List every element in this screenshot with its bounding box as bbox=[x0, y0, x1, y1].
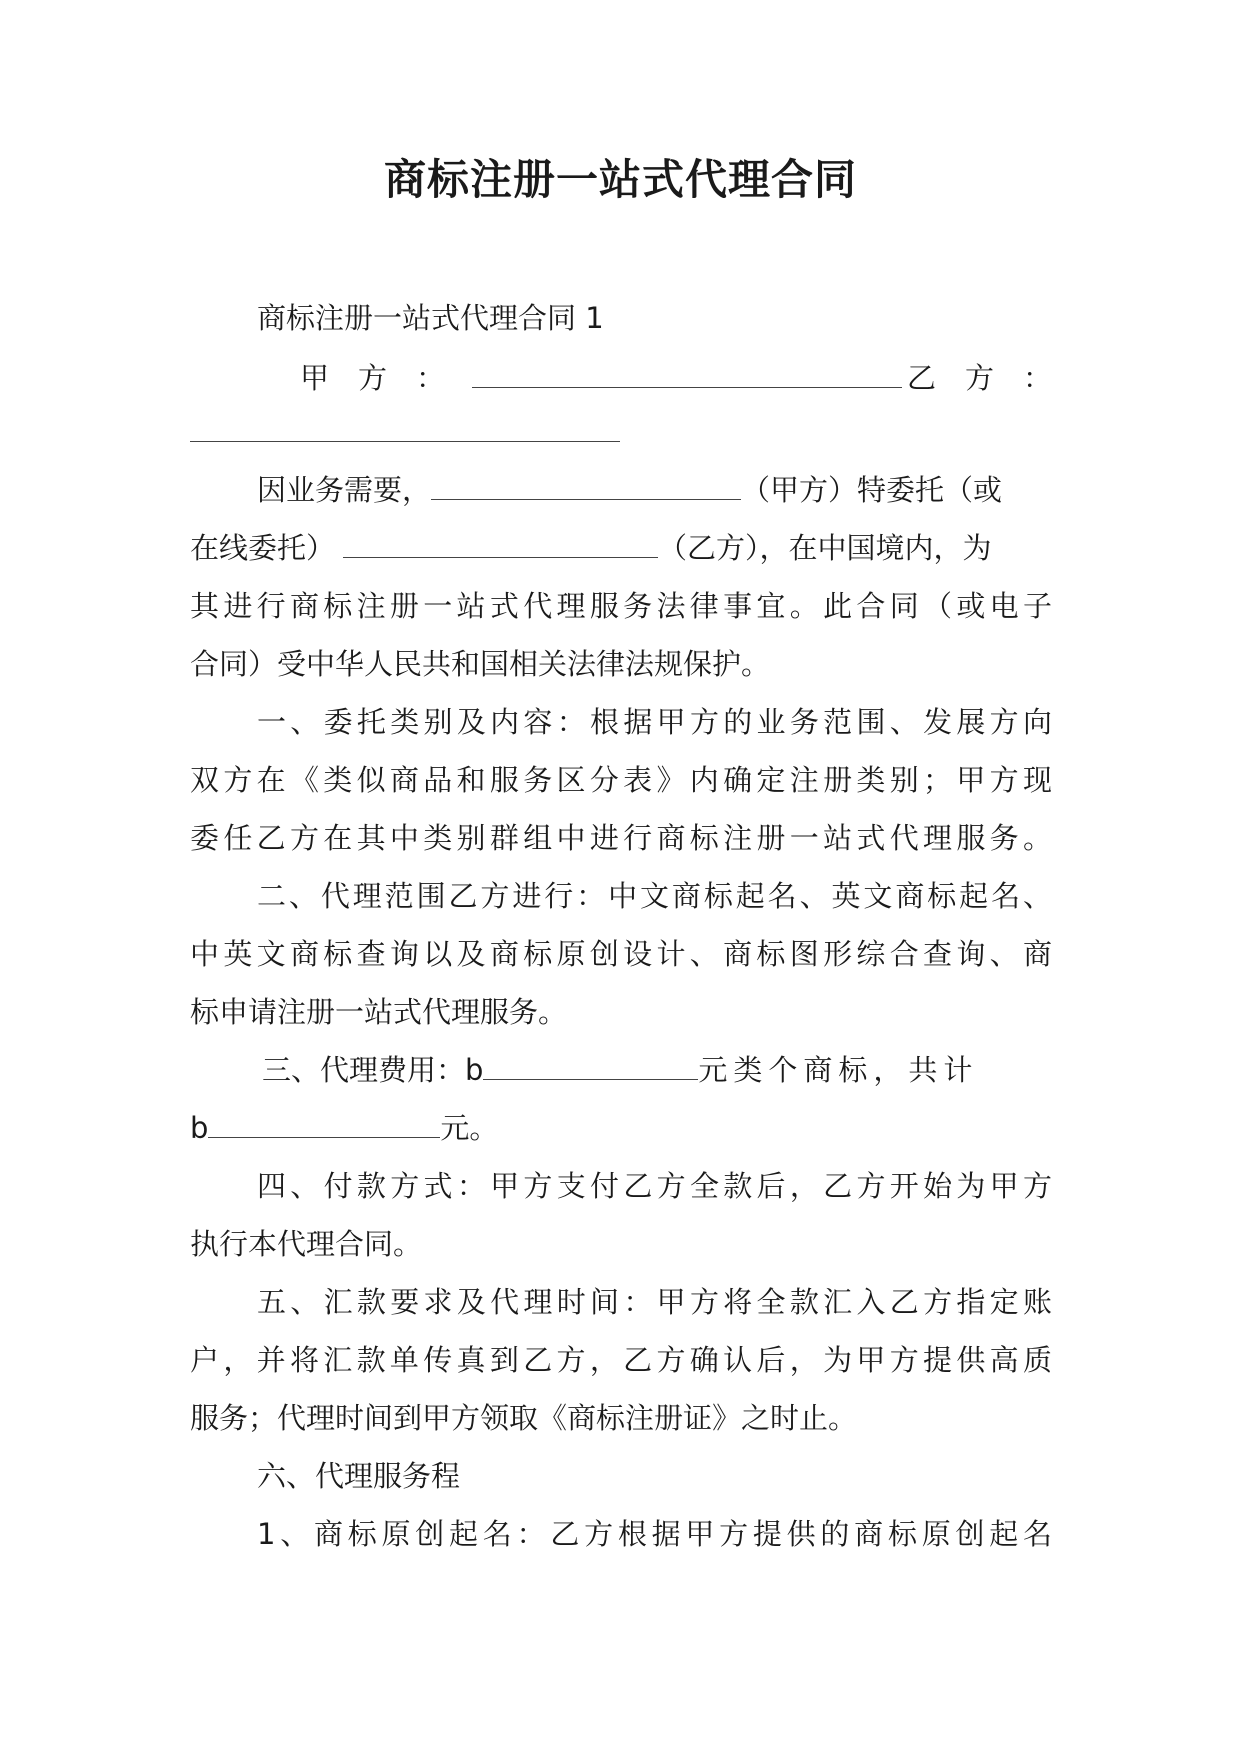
section-2-line-1: 二、代理范围乙方进行：中文商标起名、英文商标起名、 bbox=[257, 879, 1052, 913]
text-fragment: 元类个商标，共计 bbox=[698, 1053, 979, 1087]
section-5-line-3: 服务；代理时间到甲方领取《商标注册证》之时止。 bbox=[190, 1401, 858, 1435]
para-1-line-3: 其进行商标注册一站式代理服务法律事宜。此合同（或电子 bbox=[190, 589, 1052, 623]
section-1-line-1: 一、委托类别及内容：根据甲方的业务范围、发展方向 bbox=[257, 705, 1052, 739]
party-line bbox=[300, 358, 1052, 398]
party-a-label: 甲 方 ： bbox=[300, 361, 446, 395]
para-1-line-1 bbox=[257, 470, 1052, 510]
para-1-line-4: 合同）受中华人民共和国相关法律法规保护。 bbox=[190, 647, 771, 681]
text-fragment: b bbox=[190, 1111, 209, 1145]
section-1-line-3: 委任乙方在其中类别群组中进行商标注册一站式代理服务。 bbox=[190, 821, 1052, 855]
text-fragment: 因业务需要， bbox=[257, 473, 432, 507]
section-4-line-2: 执行本代理合同。 bbox=[190, 1227, 423, 1261]
section-5-line-2: 户，并将汇款单传真到乙方，乙方确认后，为甲方提供高质 bbox=[190, 1343, 1052, 1377]
contract-subtitle: 商标注册一站式代理合同 1 bbox=[257, 301, 604, 335]
text-fragment: 三、代理费用：b bbox=[262, 1053, 484, 1087]
text-fragment: （乙方），在中国境内，为 bbox=[658, 531, 992, 565]
unit-fee-blank bbox=[483, 1053, 698, 1080]
section-2-line-3: 标申请注册一站式代理服务。 bbox=[190, 995, 568, 1029]
party-b-line bbox=[190, 412, 1052, 452]
party-b-blank bbox=[190, 415, 620, 442]
principal-blank bbox=[431, 473, 741, 500]
text-fragment: 元。 bbox=[440, 1111, 499, 1145]
section-5-line-1: 五、汇款要求及代理时间：甲方将全款汇入乙方指定账 bbox=[257, 1285, 1052, 1319]
section-3-line-1 bbox=[262, 1050, 1057, 1090]
agent-blank bbox=[343, 531, 658, 558]
para-1-line-2 bbox=[190, 528, 1052, 568]
section-1-line-2: 双方在《类似商品和服务区分表》内确定注册类别；甲方现 bbox=[190, 763, 1052, 797]
document-title: 商标注册一站式代理合同 bbox=[383, 155, 857, 204]
section-6-item-1: 1、商标原创起名：乙方根据甲方提供的商标原创起名 bbox=[257, 1517, 1052, 1551]
text-fragment: 在线委托） bbox=[190, 531, 336, 565]
party-b-label: 乙 方 ： bbox=[906, 361, 1052, 395]
section-6-heading: 六、代理服务程 bbox=[257, 1459, 461, 1493]
party-a-blank bbox=[472, 361, 902, 388]
total-fee-blank bbox=[208, 1111, 440, 1138]
section-4-line-1: 四、付款方式：甲方支付乙方全款后，乙方开始为甲方 bbox=[257, 1169, 1052, 1203]
section-2-line-2: 中英文商标查询以及商标原创设计、商标图形综合查询、商 bbox=[190, 937, 1052, 971]
text-fragment: （甲方）特委托（或 bbox=[741, 473, 1003, 507]
section-3-line-2 bbox=[190, 1108, 1052, 1148]
